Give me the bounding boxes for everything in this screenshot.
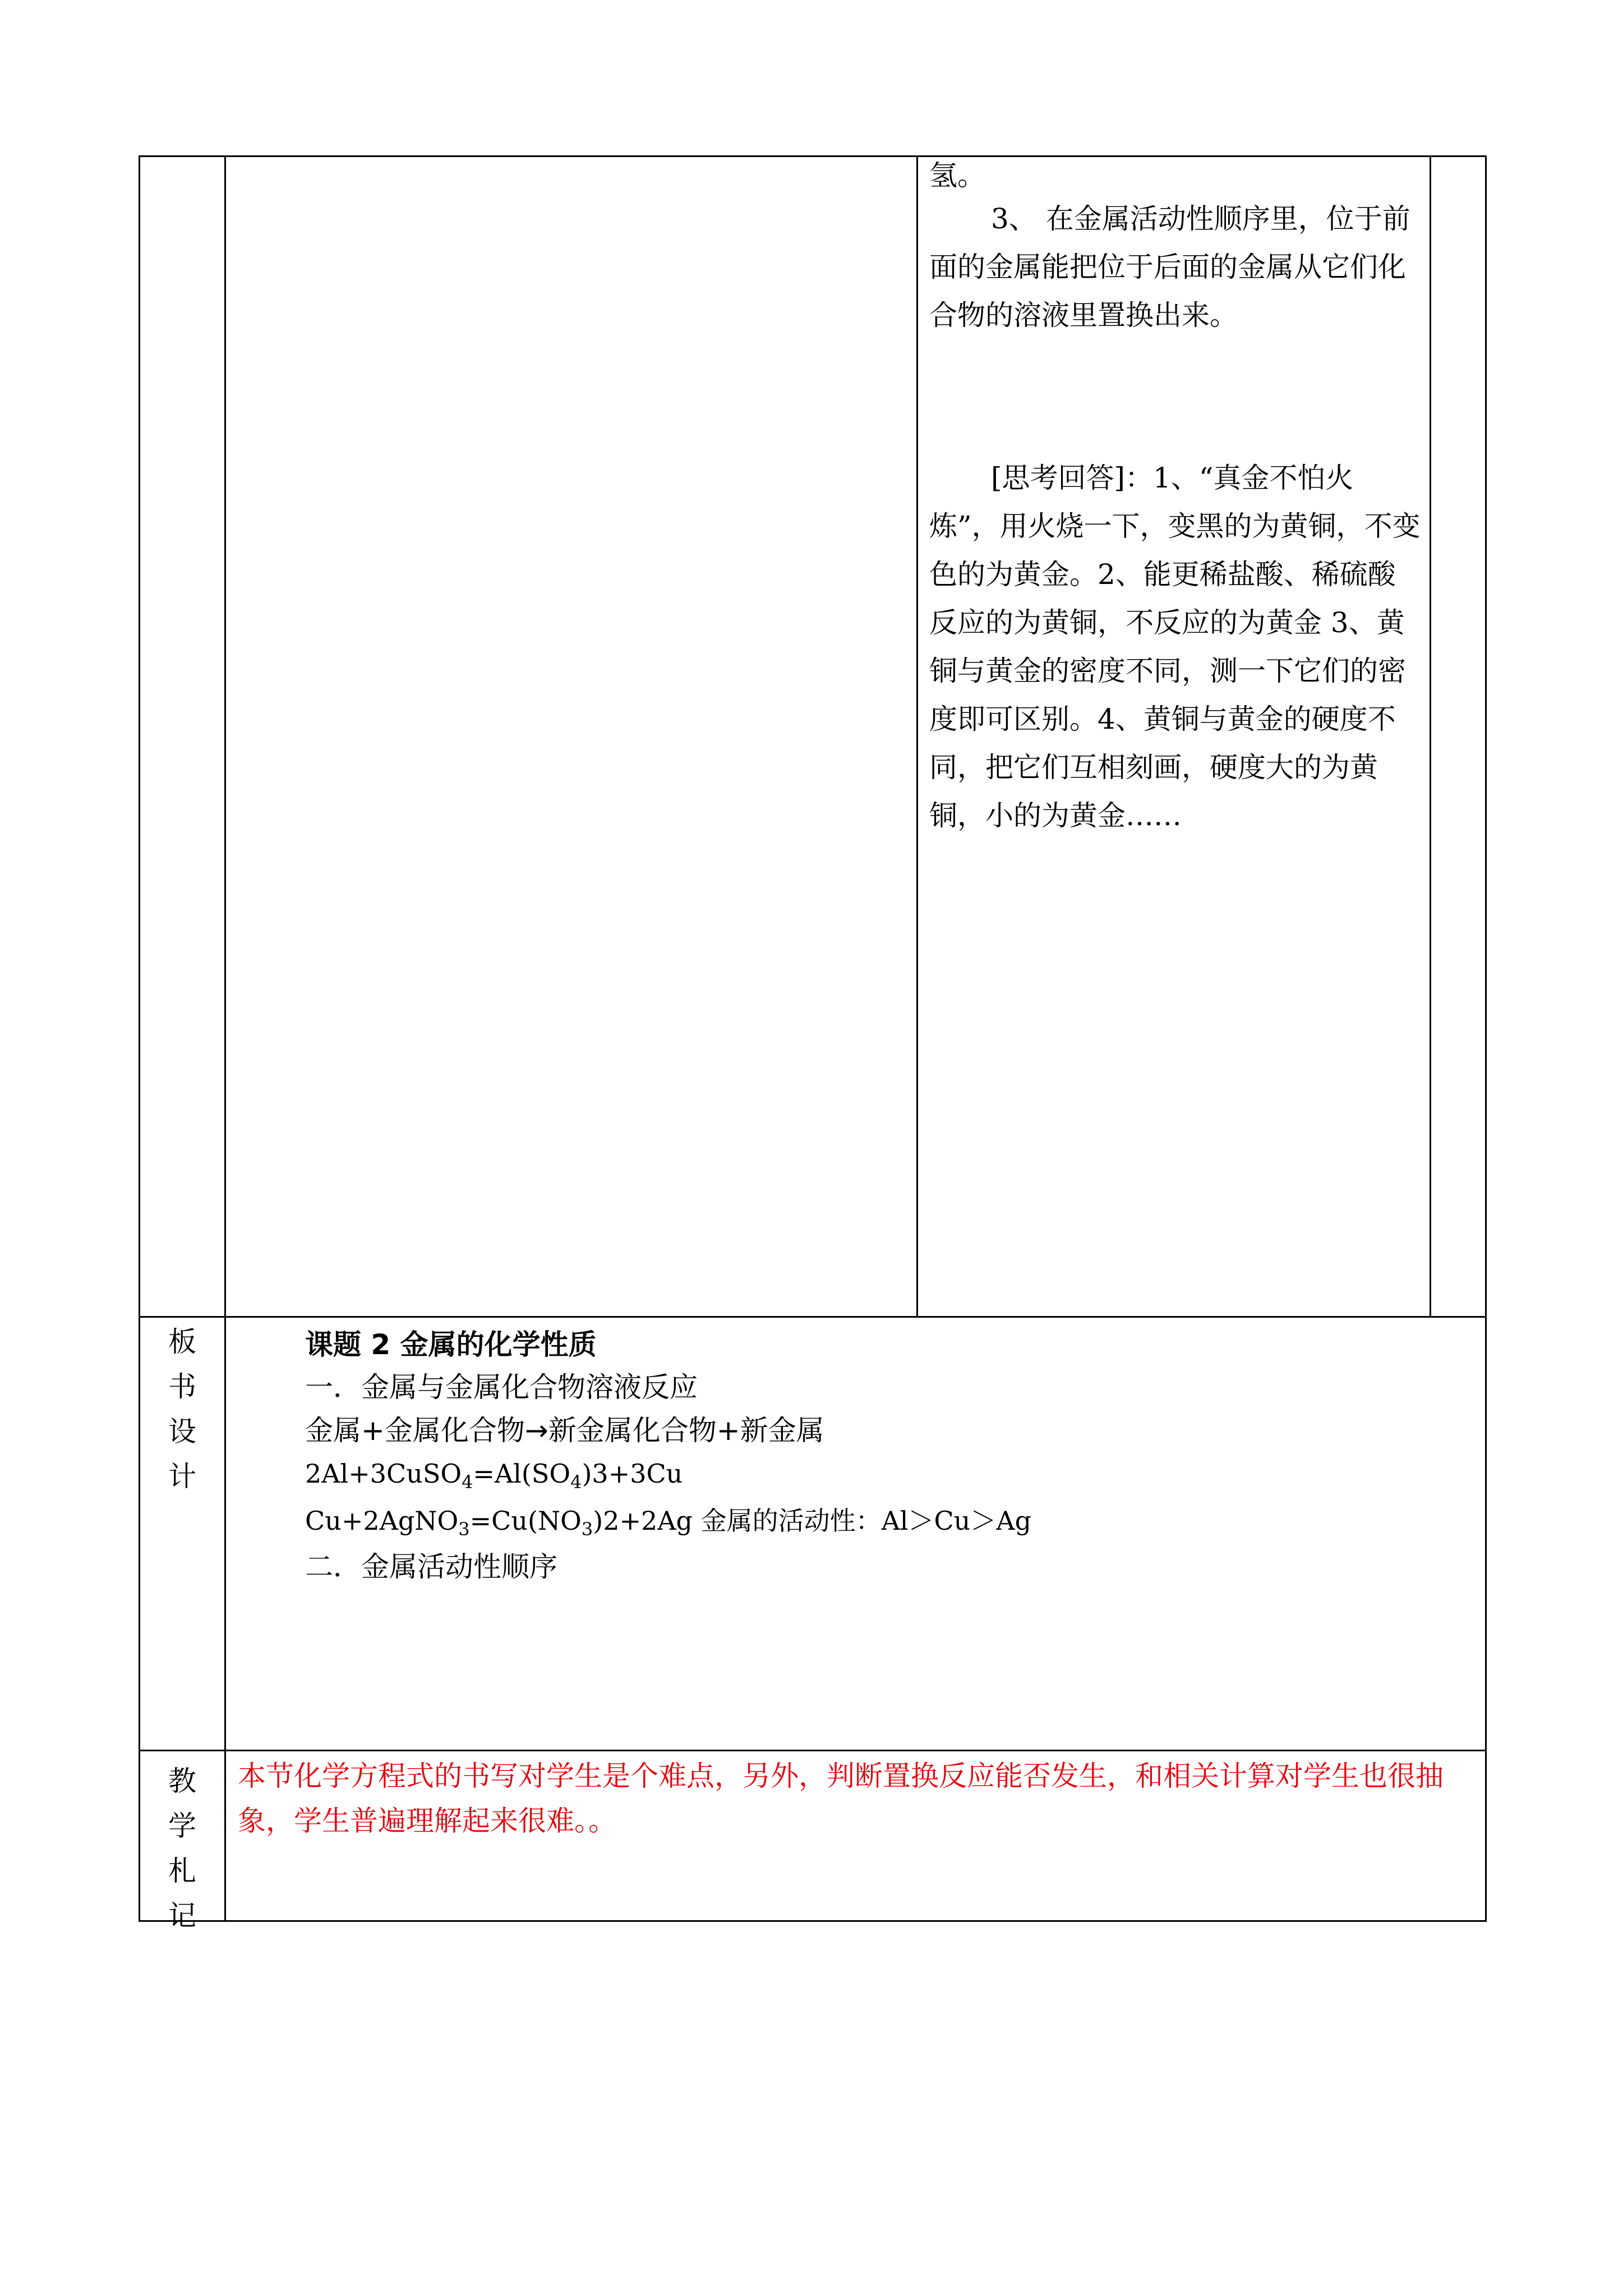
eq2-activity-order: 金属的活动性：Al＞Cu＞Ag [692,1506,1032,1536]
teaching-notes-label-char: 教 [168,1765,196,1797]
table-row-divider-2 [139,1750,1487,1751]
board-section-2: 二．金属活动性顺序 [305,1550,557,1583]
teaching-notes-text: 本节化学方程式的书写对学生是个难点，另外，判断置换反应能否发生，和相关计算对学生也很抽象，学生普遍理解起来很难。。 [238,1760,1444,1837]
board-title: 课题 2 金属的化学性质 [305,1328,597,1361]
rule-3-paragraph: 3、 在金属活动性顺序里，位于前面的金属能把位于后面的金属从它们化合物的溶液里置换出来。 [929,203,1410,332]
eq1-subscript: 4 [462,1471,473,1493]
text-qing: 氢。 [929,159,985,192]
board-equation-1 [305,1458,683,1493]
eq2-subscript: 3 [458,1519,470,1540]
table-column-divider-1 [916,155,918,1318]
eq1-subscript-2: 4 [570,1471,582,1493]
board-general-equation: 金属+金属化合物→新金属化合物+新金属 [305,1414,824,1447]
table-row-divider-1 [139,1316,1487,1318]
teaching-notes-label-char: 札 [168,1855,196,1887]
table-top-border [139,155,1487,157]
board-design-label-char: 计 [168,1460,196,1493]
table-bottom-border [139,1920,1487,1922]
board-design-label-char: 书 [168,1370,196,1403]
eq1-part-b: =Al(SO [473,1458,571,1489]
eq2-part-b: =Cu(NO [469,1506,582,1536]
teaching-notes-label-char: 记 [168,1899,196,1932]
eq1-part-a: 2Al+3CuSO [305,1458,462,1489]
eq2-part-c: )2+2Ag [593,1506,693,1536]
board-equation-2 [305,1506,1032,1540]
table-label-divider [224,155,226,1922]
board-design-label [140,1319,224,1499]
table-column-divider-2 [1430,155,1431,1318]
board-section-1: 一．金属与金属化合物溶液反应 [305,1371,698,1404]
teaching-notes-label [140,1759,224,1938]
board-design-label-char: 设 [168,1415,196,1448]
table-left-border [139,155,140,1922]
teaching-notes-label-char: 学 [168,1810,196,1842]
eq1-part-c: )3+3Cu [582,1458,683,1489]
board-design-label-char: 板 [168,1326,196,1358]
eq2-subscript-2: 3 [581,1519,593,1540]
think-answer-paragraph: [思考回答]：1、“真金不怕火炼”，用火烧一下，变黑的为黄铜，不变色的为黄金。2、能更稀盐酸、稀硫酸反应的为黄铜，不反应的为黄金 3、黄铜与黄金的密度不同，测一下它们的密度即可区别。4、黄铜与黄金的硬度不同，把它们互相刻画，硬度大的为黄铜，小的为黄金…… [929,462,1421,832]
eq2-part-a: Cu+2AgNO [305,1506,459,1536]
table-right-border [1485,155,1487,1922]
